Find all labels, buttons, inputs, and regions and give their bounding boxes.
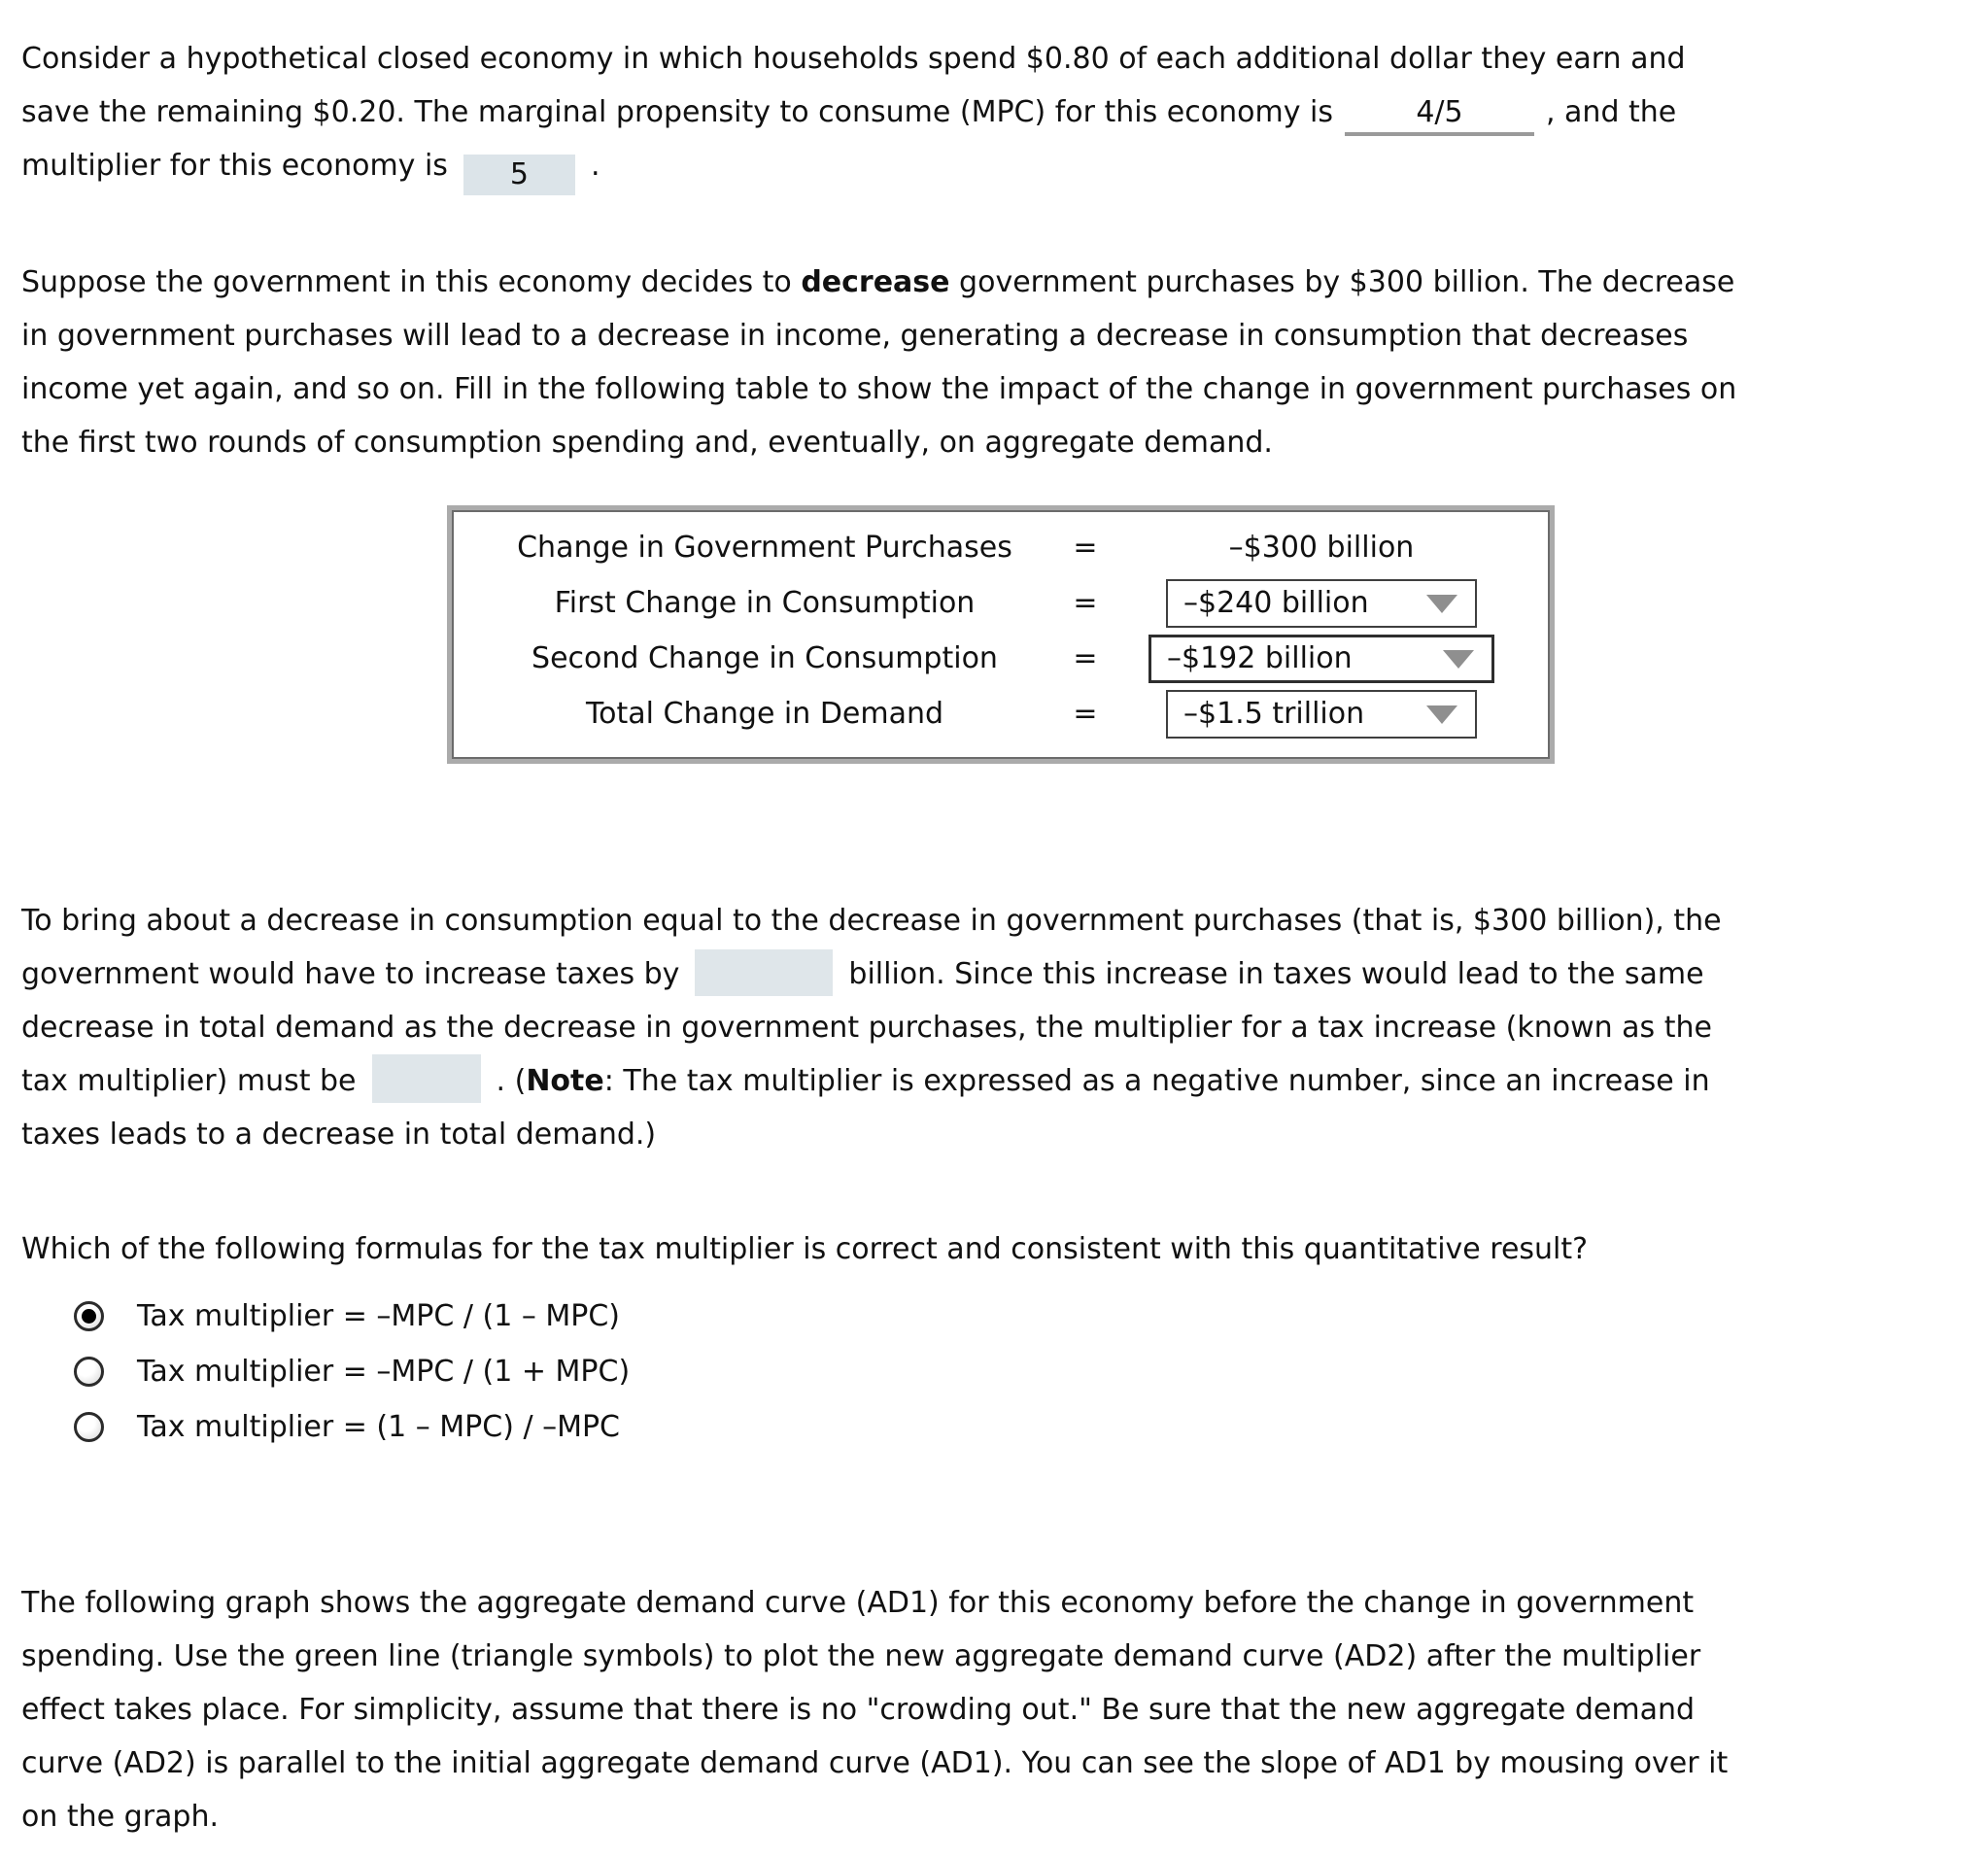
radio-dot-icon	[82, 1420, 96, 1434]
row-label: Second Change in Consumption	[531, 641, 998, 675]
graph-text-5: on the graph.	[21, 1800, 220, 1834]
radio-button[interactable]	[74, 1357, 104, 1387]
equals-sign: =	[1073, 697, 1098, 731]
dropdown-value: –$192 billion	[1167, 641, 1353, 675]
option-row	[21, 1399, 1588, 1455]
tax-text-4b: . (	[496, 1064, 527, 1098]
scenario-line-1	[21, 256, 1736, 309]
row-label: First Change in Consumption	[554, 586, 976, 620]
graph-text-4: curve (AD2) is parallel to the initial aggregate demand curve (AD1). You can see the slope of AD1 by mousing over it	[21, 1746, 1729, 1780]
intro-text-2a: save the remaining $0.20. The marginal propensity to consume (MPC) for this economy is	[21, 95, 1333, 129]
scenario-text-4: the first two rounds of consumption spending and, eventually, on aggregate demand.	[21, 426, 1273, 460]
option-row	[21, 1289, 1588, 1344]
equals-sign: =	[1073, 641, 1098, 675]
graph-line-5	[21, 1790, 1728, 1843]
radio-button[interactable]	[74, 1301, 104, 1331]
intro-text-3a: multiplier for this economy is	[21, 149, 448, 183]
tax-text-4c: : The tax multiplier is expressed as a negative number, since an increase in	[603, 1064, 1710, 1098]
equals-sign: =	[1073, 531, 1098, 565]
graph-text-1: The following graph shows the aggregate demand curve (AD1) for this economy before the change in government	[21, 1586, 1695, 1620]
intro-text-3b: .	[590, 149, 600, 183]
graph-text-2: spending. Use the green line (triangle symbols) to plot the new aggregate demand curve (AD2) after the multiplier	[21, 1639, 1701, 1673]
graph-text-3: effect takes place. For simplicity, assume that there is no "crowding out." Be sure that the new aggregate demand	[21, 1693, 1696, 1727]
note-emphasis: Note	[526, 1064, 604, 1098]
scenario-line-4	[21, 416, 1736, 469]
multiplier-table	[452, 510, 1550, 759]
option-label[interactable]: Tax multiplier = (1 – MPC) / –MPC	[137, 1410, 621, 1444]
scenario-text-1a: Suppose the government in this economy decides to	[21, 265, 802, 299]
graph-line-4	[21, 1737, 1728, 1790]
intro-text-2b: , and the	[1545, 95, 1677, 129]
tax-increase-input[interactable]	[695, 949, 833, 996]
intro-line-1	[21, 32, 1686, 86]
option-label[interactable]: Tax multiplier = –MPC / (1 + MPC)	[137, 1355, 631, 1389]
tax-multiplier-question	[21, 1222, 1588, 1455]
multiplier-answer-box[interactable]: 5	[463, 155, 575, 195]
intro-text-1: Consider a hypothetical closed economy in which households spend $0.80 of each additional dollar they earn and	[21, 42, 1686, 76]
scenario-line-2	[21, 309, 1736, 362]
tax-text-4a: tax multiplier) must be	[21, 1064, 357, 1098]
dropdown-arrow-icon	[1426, 595, 1457, 613]
dropdown-value: –$1.5 trillion	[1183, 697, 1365, 731]
tax-text-5: taxes leads to a decrease in total demand.)	[21, 1118, 657, 1152]
tax-multiplier-input[interactable]	[372, 1054, 481, 1103]
option-row	[21, 1344, 1588, 1399]
tax-text-2b: billion. Since this increase in taxes would lead to the same	[848, 957, 1704, 991]
tax-line-1	[21, 894, 1722, 947]
equals-sign: =	[1073, 586, 1098, 620]
table-row	[473, 575, 1528, 631]
radio-dot-icon	[82, 1309, 96, 1324]
scenario-text-2: in government purchases will lead to a decrease in income, generating a decrease in consumption that decreases	[21, 319, 1689, 353]
first-change-dropdown[interactable]	[1166, 579, 1477, 628]
mpc-answer-blank: 4/5	[1345, 93, 1534, 136]
scenario-paragraph	[21, 256, 1736, 469]
table-row	[473, 631, 1528, 686]
tax-line-3	[21, 1001, 1722, 1054]
graph-instructions-paragraph	[21, 1576, 1728, 1843]
scenario-text-3: income yet again, and so on. Fill in the following table to show the impact of the change in government purchases on	[21, 372, 1737, 406]
tax-text-2a: government would have to increase taxes by	[21, 957, 680, 991]
table-row	[473, 520, 1528, 575]
dropdown-arrow-icon	[1426, 705, 1457, 724]
dropdown-value: –$240 billion	[1183, 586, 1369, 620]
tax-line-4	[21, 1054, 1722, 1108]
tax-line-2	[21, 947, 1722, 1001]
row-label: Change in Government Purchases	[517, 531, 1012, 565]
second-change-dropdown[interactable]	[1148, 635, 1494, 683]
table-row	[473, 686, 1528, 741]
gov-purchases-value: –$300 billion	[1228, 531, 1415, 565]
total-change-dropdown[interactable]	[1166, 690, 1477, 739]
question-text: Which of the following formulas for the tax multiplier is correct and consistent with this quantitative result?	[21, 1232, 1589, 1266]
dropdown-arrow-icon	[1443, 650, 1474, 669]
tax-text-3: decrease in total demand as the decrease in government purchases, the multiplier for a tax increase (known as the	[21, 1011, 1712, 1045]
scenario-text-1b: government purchases by $300 billion. The decrease	[949, 265, 1735, 299]
decrease-emphasis: decrease	[801, 265, 950, 299]
radio-dot-icon	[82, 1364, 96, 1379]
intro-line-3	[21, 139, 1686, 192]
graph-line-1	[21, 1576, 1728, 1630]
graph-line-3	[21, 1683, 1728, 1737]
options-list	[21, 1289, 1588, 1455]
intro-paragraph	[21, 32, 1686, 192]
graph-line-2	[21, 1630, 1728, 1683]
tax-paragraph	[21, 894, 1722, 1161]
radio-button[interactable]	[74, 1412, 104, 1442]
scenario-line-3	[21, 362, 1736, 416]
row-label: Total Change in Demand	[585, 697, 944, 731]
option-label[interactable]: Tax multiplier = –MPC / (1 – MPC)	[137, 1299, 621, 1333]
tax-line-5	[21, 1108, 1722, 1161]
intro-line-2	[21, 86, 1686, 139]
tax-text-1: To bring about a decrease in consumption equal to the decrease in government purchases (that is, $300 billion), the	[21, 904, 1722, 938]
